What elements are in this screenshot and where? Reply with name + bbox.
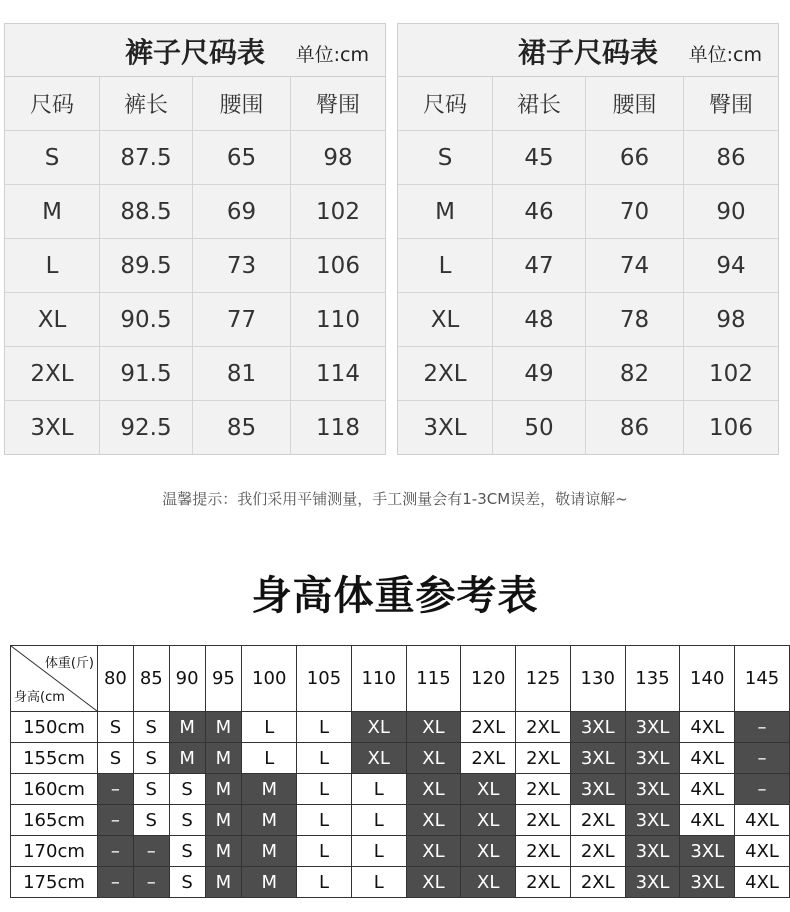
size-recommendation-cell: M	[205, 836, 242, 867]
size-recommendation-cell: 3XL	[625, 774, 680, 805]
pants-table-cell: 110	[291, 293, 385, 347]
skirt-table-cell: 86	[586, 401, 684, 455]
size-recommendation-cell: XL	[461, 836, 516, 867]
size-recommendation-cell: XL	[461, 805, 516, 836]
size-recommendation-cell: M	[242, 774, 297, 805]
size-recommendation-cell: M	[205, 774, 242, 805]
weight-header-cell: 145	[735, 646, 790, 712]
size-recommendation-cell: 3XL	[625, 805, 680, 836]
size-recommendation-cell: 3XL	[625, 867, 680, 898]
size-recommendation-cell: 4XL	[680, 805, 735, 836]
weight-header-cell: 115	[406, 646, 461, 712]
pants-table-cell: 118	[316, 415, 360, 441]
size-recommendation-cell: L	[297, 774, 352, 805]
size-recommendation-cell: 4XL	[735, 867, 790, 898]
skirt-table-cell: 66	[586, 131, 684, 185]
size-recommendation-cell: M	[205, 743, 242, 774]
pants-table-header-cell: 尺码	[5, 77, 100, 131]
pants-table-cell: 106	[291, 239, 385, 293]
size-recommendation-cell: M	[205, 867, 242, 898]
weight-header-cell: 110	[351, 646, 406, 712]
size-recommendation-cell: L	[351, 774, 406, 805]
size-recommendation-cell: M	[205, 805, 242, 836]
skirt-table-cell: 82	[586, 347, 684, 401]
weight-header-cell: 125	[516, 646, 571, 712]
size-recommendation-cell: –	[133, 836, 169, 867]
size-recommendation-cell: 3XL	[680, 867, 735, 898]
size-recommendation-cell: S	[98, 712, 134, 743]
height-label: 175cm	[11, 867, 98, 898]
pants-table-grid	[5, 77, 385, 455]
skirt-table-cell: 46	[493, 185, 586, 239]
pants-table-title: 裤子尺码表	[124, 36, 265, 69]
weight-header-row	[11, 646, 790, 712]
skirt-table-cell: 3XL	[398, 401, 493, 455]
size-recommendation-cell: M	[169, 743, 205, 774]
pants-table-header-cell: 腰围	[193, 77, 291, 131]
height-row	[11, 712, 790, 743]
size-recommendation-cell: XL	[351, 712, 406, 743]
size-recommendation-cell: L	[351, 867, 406, 898]
size-recommendation-cell: S	[169, 836, 205, 867]
size-recommendation-cell: 3XL	[570, 774, 625, 805]
pants-table-cell: 2XL	[5, 347, 100, 401]
size-recommendation-cell: 2XL	[516, 712, 571, 743]
size-recommendation-cell: XL	[406, 774, 461, 805]
pants-table-cell: 73	[193, 239, 291, 293]
skirt-table-cell: 50	[493, 401, 586, 455]
weight-header-cell: 140	[680, 646, 735, 712]
size-recommendation-cell: 2XL	[516, 743, 571, 774]
size-recommendation-cell: 2XL	[516, 867, 571, 898]
size-recommendation-cell: 4XL	[680, 774, 735, 805]
pants-table-unit: 单位:cm	[295, 44, 369, 66]
measurement-tip: 温馨提示：我们采用平铺测量，手工测量会有1-3CM误差，敬请谅解~	[162, 490, 628, 508]
height-row	[11, 805, 790, 836]
size-recommendation-cell: 4XL	[735, 836, 790, 867]
skirt-table-cell: L	[398, 239, 493, 293]
size-recommendation-cell: M	[242, 805, 297, 836]
skirt-table-cell: 94	[684, 239, 778, 293]
skirt-table-header-cell: 腰围	[586, 77, 684, 131]
pants-table-cell: 90.5	[100, 293, 193, 347]
pants-table-cell: 102	[291, 185, 385, 239]
weight-header-cell: 90	[169, 646, 205, 712]
pants-table-cell: 87.5	[100, 131, 193, 185]
skirt-table-header	[398, 24, 778, 77]
skirt-table-cell: 106	[709, 415, 753, 441]
size-recommendation-cell: L	[297, 836, 352, 867]
size-recommendation-cell: M	[242, 836, 297, 867]
size-recommendation-cell: S	[98, 743, 134, 774]
skirt-table-unit: 单位:cm	[688, 44, 762, 66]
weight-header-cell: 130	[570, 646, 625, 712]
size-recommendation-cell: XL	[406, 743, 461, 774]
size-recommendation-cell: 4XL	[680, 743, 735, 774]
size-recommendation-cell: L	[297, 867, 352, 898]
size-recommendation-cell: S	[169, 805, 205, 836]
size-recommendation-cell: –	[735, 774, 790, 805]
height-label: 150cm	[11, 712, 98, 743]
height-label: 160cm	[11, 774, 98, 805]
skirt-table-cell: 98	[684, 293, 778, 347]
skirt-table-cell: 102	[684, 347, 778, 401]
pants-size-table	[4, 23, 386, 455]
pants-table-cell: 98	[291, 131, 385, 185]
size-recommendation-cell: XL	[406, 867, 461, 898]
pants-table-cell: 65	[193, 131, 291, 185]
size-recommendation-cell: L	[297, 743, 352, 774]
size-recommendation-cell: 2XL	[570, 836, 625, 867]
skirt-table-cell: 74	[586, 239, 684, 293]
pants-table-cell: XL	[5, 293, 100, 347]
size-recommendation-cell: 2XL	[570, 805, 625, 836]
size-recommendation-cell: 3XL	[625, 743, 680, 774]
size-recommendation-cell: S	[133, 774, 169, 805]
size-recommendation-cell: –	[98, 867, 134, 898]
size-recommendation-cell: S	[133, 743, 169, 774]
size-recommendation-cell: M	[169, 712, 205, 743]
skirt-table-cell: 70	[586, 185, 684, 239]
size-recommendation-cell: –	[98, 836, 134, 867]
size-recommendation-cell: XL	[461, 867, 516, 898]
size-recommendation-cell: 3XL	[570, 743, 625, 774]
pants-table-cell: 89.5	[100, 239, 193, 293]
size-recommendation-cell: L	[351, 836, 406, 867]
size-recommendation-cell: XL	[406, 836, 461, 867]
size-recommendation-cell: 4XL	[680, 712, 735, 743]
skirt-table-header-cell: 裙长	[493, 77, 586, 131]
skirt-table-grid	[398, 77, 778, 455]
skirt-table-header-cell: 尺码	[398, 77, 493, 131]
size-recommendation-cell: XL	[406, 805, 461, 836]
skirt-table-cell: M	[398, 185, 493, 239]
height-label: 155cm	[11, 743, 98, 774]
size-recommendation-cell: 2XL	[516, 805, 571, 836]
skirt-table-header-cell: 臀围	[684, 77, 778, 131]
height-row	[11, 836, 790, 867]
weight-axis-label: 体重(斤)	[44, 656, 94, 671]
pants-table-cell: 69	[193, 185, 291, 239]
size-recommendation-cell: –	[735, 712, 790, 743]
weight-header-cell: 105	[297, 646, 352, 712]
size-recommendation-cell: –	[133, 867, 169, 898]
pants-table-header-cell: 裤长	[100, 77, 193, 131]
skirt-table-cell: S	[398, 131, 493, 185]
pants-table-cell: M	[5, 185, 100, 239]
height-weight-table	[10, 645, 790, 898]
size-recommendation-cell: XL	[351, 743, 406, 774]
size-recommendation-cell: –	[98, 805, 134, 836]
pants-table-cell: 114	[291, 347, 385, 401]
pants-table-cell: 3XL	[5, 401, 100, 455]
skirt-table-cell: 47	[493, 239, 586, 293]
height-row	[11, 774, 790, 805]
skirt-table-cell: 90	[684, 185, 778, 239]
skirt-table-cell: 78	[586, 293, 684, 347]
weight-header-cell: 95	[205, 646, 242, 712]
size-recommendation-cell: M	[242, 867, 297, 898]
corner-cell	[11, 646, 98, 712]
pants-table-cell: 88.5	[100, 185, 193, 239]
pants-table-cell: L	[5, 239, 100, 293]
skirt-table-cell: 86	[684, 131, 778, 185]
skirt-table-title: 裙子尺码表	[517, 36, 658, 69]
pants-table-cell: 92.5	[100, 401, 193, 455]
size-recommendation-cell: L	[297, 712, 352, 743]
pants-table-cell: 81	[193, 347, 291, 401]
height-row	[11, 743, 790, 774]
size-recommendation-cell: 4XL	[735, 805, 790, 836]
size-recommendation-cell: L	[242, 743, 297, 774]
height-label: 170cm	[11, 836, 98, 867]
height-row	[11, 867, 790, 898]
size-recommendation-cell: 3XL	[625, 836, 680, 867]
size-recommendation-cell: –	[98, 774, 134, 805]
size-recommendation-cell: S	[169, 867, 205, 898]
size-recommendation-cell: 2XL	[461, 712, 516, 743]
size-recommendation-cell: L	[351, 805, 406, 836]
pants-table-cell: 85	[193, 401, 291, 455]
size-recommendation-cell: 3XL	[625, 712, 680, 743]
weight-header-cell: 85	[133, 646, 169, 712]
size-recommendation-cell: XL	[406, 712, 461, 743]
reference-title: 身高体重参考表	[251, 573, 539, 619]
pants-table-header	[5, 24, 385, 77]
size-recommendation-cell: XL	[461, 774, 516, 805]
size-recommendation-cell: S	[133, 712, 169, 743]
size-recommendation-cell: M	[205, 712, 242, 743]
pants-table-cell: S	[5, 131, 100, 185]
weight-header-cell: 135	[625, 646, 680, 712]
skirt-table-cell: 49	[493, 347, 586, 401]
height-axis-label: 身高(cm	[14, 690, 65, 705]
pants-table-header-cell: 臀围	[291, 77, 385, 131]
weight-header-cell: 80	[98, 646, 134, 712]
size-recommendation-cell: 2XL	[461, 743, 516, 774]
size-recommendation-cell: –	[735, 743, 790, 774]
skirt-table-cell: XL	[398, 293, 493, 347]
skirt-size-table	[397, 23, 779, 455]
size-recommendation-cell: S	[133, 805, 169, 836]
size-recommendation-cell: 2XL	[516, 774, 571, 805]
pants-table-cell: 91.5	[100, 347, 193, 401]
size-recommendation-cell: L	[242, 712, 297, 743]
size-recommendation-cell: 2XL	[516, 836, 571, 867]
size-recommendation-cell: 3XL	[570, 712, 625, 743]
weight-header-cell: 100	[242, 646, 297, 712]
size-recommendation-cell: 3XL	[680, 836, 735, 867]
size-recommendation-cell: L	[297, 805, 352, 836]
height-label: 165cm	[11, 805, 98, 836]
skirt-table-cell: 48	[493, 293, 586, 347]
skirt-table-cell: 45	[493, 131, 586, 185]
size-recommendation-cell: 2XL	[570, 867, 625, 898]
weight-header-cell: 120	[461, 646, 516, 712]
size-recommendation-cell: S	[169, 774, 205, 805]
skirt-table-cell: 2XL	[398, 347, 493, 401]
pants-table-cell: 77	[193, 293, 291, 347]
height-weight-body	[11, 712, 790, 898]
